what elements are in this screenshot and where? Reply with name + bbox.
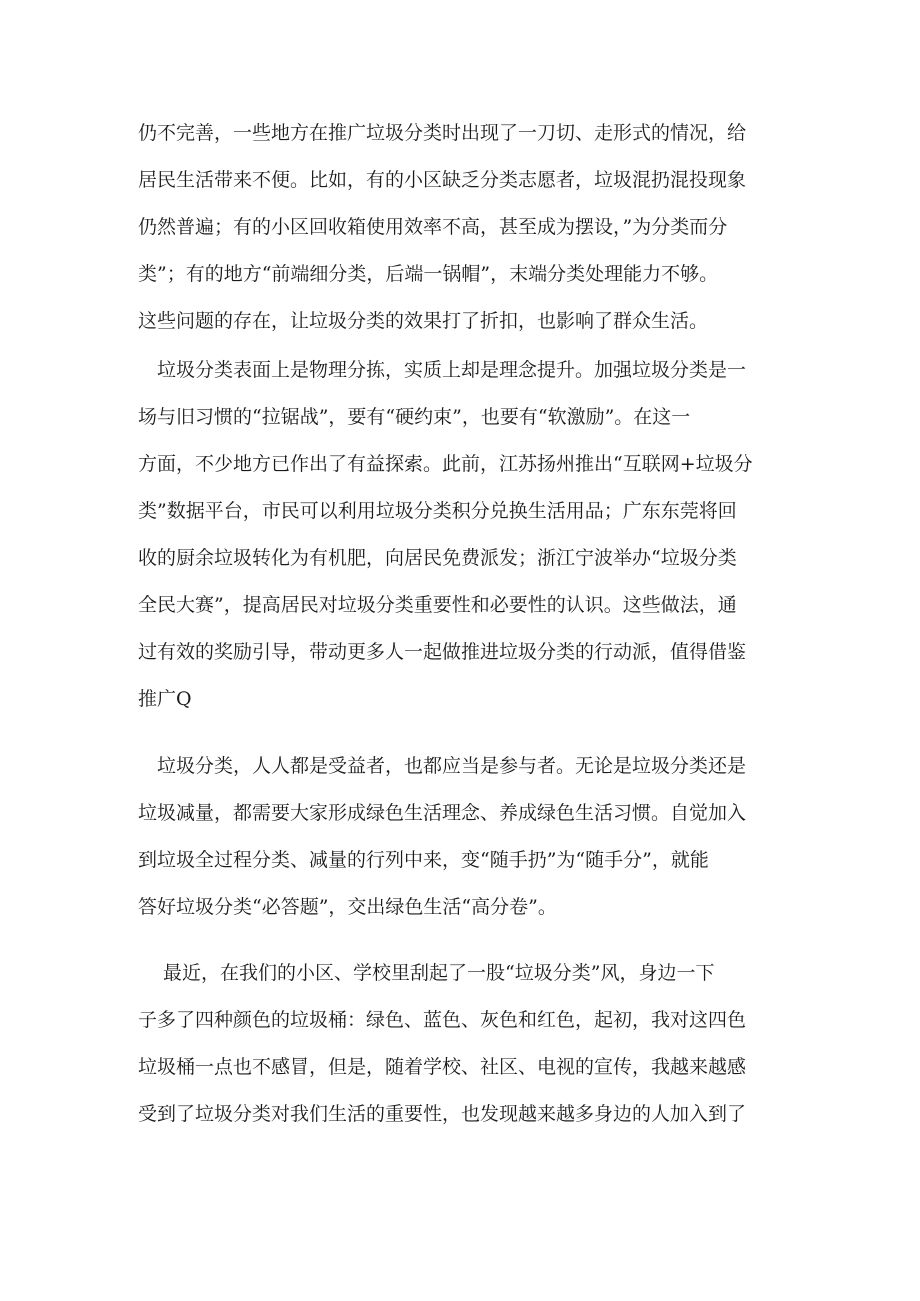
text-line: 全民大赛”，提高居民对垃圾分类重要性和必要性的认识。这些做法，通 bbox=[138, 594, 737, 616]
text-line: 受到了垃圾分类对我们生活的重要性，也发现越来越多身边的人加入到了 bbox=[138, 1103, 747, 1125]
text-line: 仍不完善，一些地方在推广垃圾分类时出现了一刀切、走形式的情况，给 bbox=[138, 122, 747, 144]
text-line: 垃圾分类，人人都是受益者，也都应当是参与者。无论是垃圾分类还是 bbox=[138, 755, 747, 777]
text-line: 答好垃圾分类“必答题”，交出绿色生活“高分卷”。 bbox=[138, 896, 557, 918]
text-line: 收的厨余垃圾转化为有机肥，向居民免费派发；浙江宁波举办“垃圾分类 bbox=[138, 547, 737, 569]
paragraph-personal-experience bbox=[138, 950, 746, 1138]
text-line: 类”；有的地方“前端细分类，后端一锅帽”，末端分类处理能力不够。 bbox=[138, 263, 719, 285]
text-line: 方面，不少地方已作出了有益探索。此前，江苏扬州推出“互联网+垃圾分 bbox=[138, 453, 753, 475]
text-line: 推广Q bbox=[138, 688, 192, 710]
text-line: 垃圾桶一点也不感冒，但是，随着学校、社区、电视的宣传，我越来越感 bbox=[138, 1056, 747, 1078]
paragraph-incentive-examples bbox=[138, 347, 753, 723]
text-line: 过有效的奖励引导，带动更多人一起做推进垃圾分类的行动派，值得借鉴 bbox=[138, 641, 747, 663]
text-line: 子多了四种颜色的垃圾桶：绿色、蓝色、灰色和红色，起初，我对这四色 bbox=[138, 1009, 747, 1031]
text-line: 垃圾分类表面上是物理分拣，实质上却是理念提升。加强垃圾分类是一 bbox=[138, 359, 747, 381]
text-line: 场与旧习惯的“拉锯战”，要有“硬约束”，也要有“软激励”。在这一 bbox=[138, 406, 691, 428]
text-line: 类”数据平台，市民可以利用垃圾分类积分兑换生活用品；广东东莞将回 bbox=[138, 500, 737, 522]
text-line: 这些问题的存在，让垃圾分类的效果打了折扣，也影响了群众生活。 bbox=[138, 310, 709, 332]
paragraph-everyone-participates bbox=[138, 743, 746, 931]
text-line: 仍然普遍；有的小区回收箱使用效率不高，甚至成为摆设，”为分类而分 bbox=[138, 216, 728, 238]
text-line: 居民生活带来不便。比如，有的小区缺乏分类志愿者，垃圾混扔混投现象 bbox=[138, 169, 747, 191]
text-line: 最近，在我们的小区、学校里刮起了一股“垃圾分类”风，身边一下 bbox=[138, 962, 715, 984]
text-line: 到垃圾全过程分类、减量的行列中来，变“随手扔”为“随手分”，就能 bbox=[138, 849, 709, 871]
paragraph-implementation-problems bbox=[138, 110, 746, 345]
text-line: 垃圾减量，都需要大家形成绿色生活理念、养成绿色生活习惯。自觉加入 bbox=[138, 802, 747, 824]
